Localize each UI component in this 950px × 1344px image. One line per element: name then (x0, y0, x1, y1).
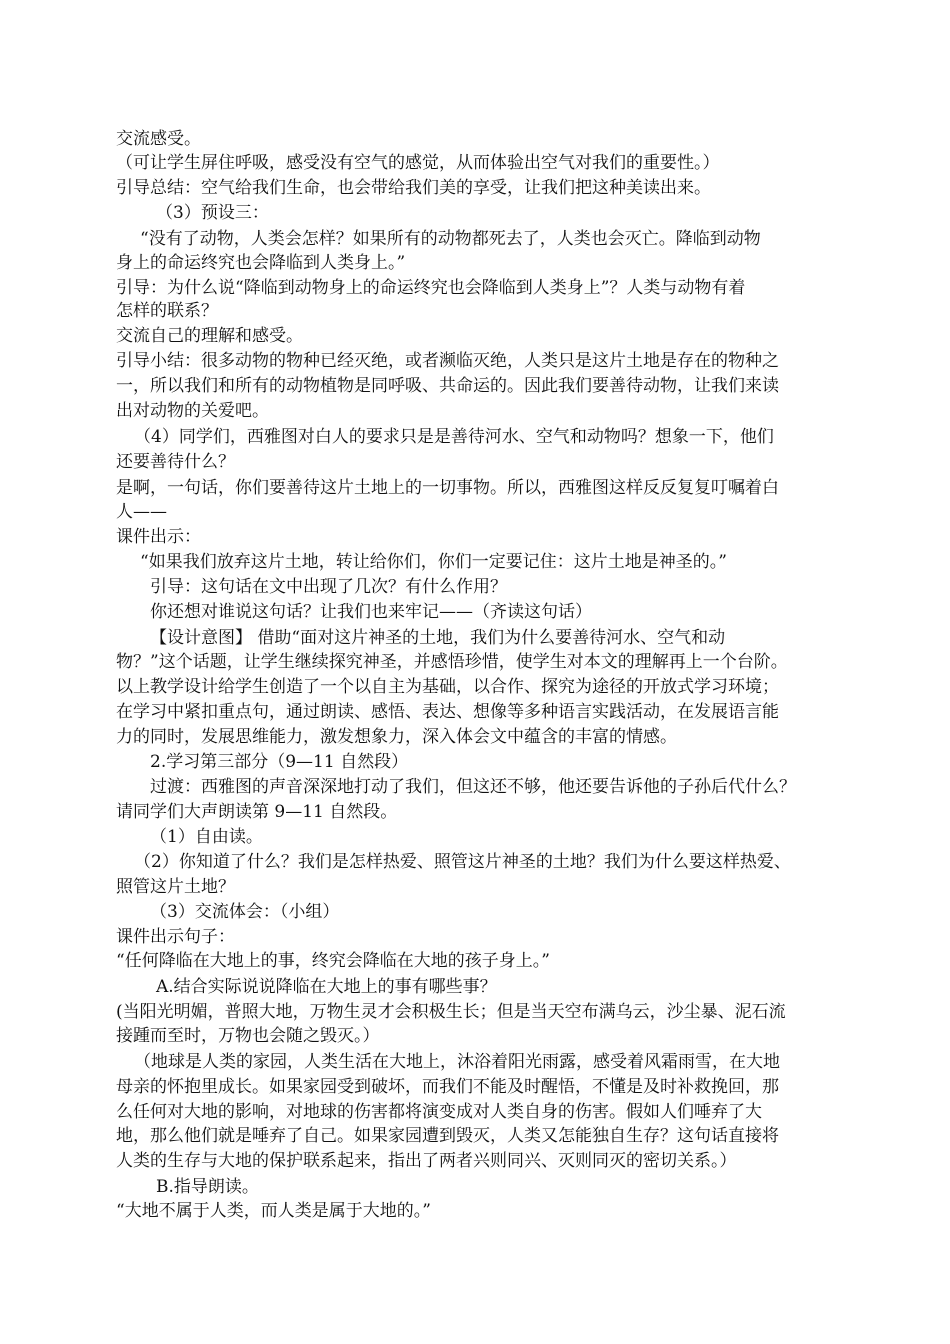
text-line: （1）自由读。 (150, 827, 263, 847)
text-line: 力的同时，发展思维能力，激发想象力，深入体会文中蕴含的丰富的情感。 (116, 727, 677, 747)
text-line: 人类的生存与大地的保护联系起来，指出了两者兴则同兴、灭则同灭的密切关系。） (116, 1151, 737, 1171)
text-line: “如果我们放弃这片土地，转让给你们，你们一定要记住：这片土地是神圣的。” (140, 552, 727, 572)
text-line: 身上的命运终究也会降临到人类身上。” (116, 253, 406, 273)
text-line: 还要善待什么？ (116, 452, 235, 472)
text-line: B.指导朗读。 (156, 1177, 259, 1197)
text-line: （3）交流体会：（小组） (150, 902, 340, 922)
text-line: 请同学们大声朗读第 9—11 自然段。 (116, 802, 398, 822)
text-line: 怎样的联系？ (116, 301, 218, 321)
text-line: （2）你知道了什么？我们是怎样热爱、照管这片神圣的土地？我们为什么要这样热爱、 (134, 852, 791, 872)
text-line: (当阳光明媚，普照大地，万物生灵才会积极生长；但是当天空布满乌云，沙尘暴、泥石流 (116, 1002, 786, 1022)
text-line: 交流自己的理解和感受。 (116, 326, 303, 346)
text-line: 是啊，一句话，你们要善待这片土地上的一切事物。所以，西雅图这样反反复复叮嘱着白 (116, 478, 779, 498)
text-line: 【设计意图】 借助“面对这片神圣的土地，我们为什么要善待河水、空气和动 (150, 628, 726, 648)
text-line: “任何降临在大地上的事，终究会降临在大地的孩子身上。” (116, 951, 550, 971)
text-line: 物？”这个话题，让学生继续探究神圣，并感悟珍惜，使学生对本文的理解再上一个台阶。 (116, 652, 788, 672)
text-line: （4）同学们，西雅图对白人的要求只是是善待河水、空气和动物吗？想象一下，他们 (134, 427, 774, 447)
text-line: 在学习中紧扣重点句，通过朗读、感悟、表达、想像等多种语言实践活动，在发展语言能 (116, 702, 779, 722)
text-line: 引导总结：空气给我们生命，也会带给我们美的享受，让我们把这种美读出来。 (116, 178, 711, 198)
text-line: 一，所以我们和所有的动物植物是同呼吸、共命运的。因此我们要善待动物，让我们来读 (116, 376, 779, 396)
text-line: （可让学生屏住呼吸，感受没有空气的感觉，从而体验出空气对我们的重要性。） (116, 153, 720, 173)
text-line: 引导小结：很多动物的物种已经灭绝，或者濒临灭绝，人类只是这片土地是存在的物种之 (116, 351, 779, 371)
text-line: 引导：为什么说“降临到动物身上的命运终究也会降临到人类身上”？人类与动物有着 (116, 278, 746, 298)
text-line: （地球是人类的家园，人类生活在大地上，沐浴着阳光雨露，感受着风霜雨雪，在大地 (134, 1052, 780, 1072)
text-line: 地，那么他们就是唾弃了自己。如果家园遭到毁灭，人类又怎能独自生存？这句话直接将 (116, 1126, 779, 1146)
text-line: 以上教学设计给学生创造了一个以自主为基础，以合作、探究为途径的开放式学习环境； (116, 677, 779, 697)
text-line: 出对动物的关爱吧。 (116, 401, 269, 421)
text-line: A.结合实际说说降临在大地上的事有哪些事？ (156, 977, 497, 997)
text-line: 2.学习第三部分（9—11 自然段） (150, 752, 409, 772)
text-line: 过渡：西雅图的声音深深地打动了我们，但这还不够，他还要告诉他的子孙后代什么？ (150, 777, 796, 797)
text-line: 么任何对大地的影响，对地球的伤害都将演变成对人类自身的伤害。假如人们唾弃了大 (116, 1102, 762, 1122)
text-line: （3）预设三： (156, 203, 269, 223)
text-line: “没有了动物，人类会怎样？如果所有的动物都死去了，人类也会灭亡。降临到动物 (140, 229, 761, 249)
text-line: 照管这片土地？ (116, 877, 235, 897)
text-line: 人—— (116, 502, 167, 522)
text-line: “大地不属于人类，而人类是属于大地的。” (116, 1201, 431, 1221)
text-line: 母亲的怀抱里成长。如果家园受到破坏，而我们不能及时醒悟，不懂是及时补救挽回，那 (116, 1077, 779, 1097)
text-line: 你还想对谁说这句话？让我们也来牢记——（齐读这句话） (150, 602, 592, 622)
text-line: 课件出示： (116, 527, 201, 547)
text-line: 接踵而至时，万物也会随之毁灭。） (116, 1026, 380, 1046)
text-line: 引导：这句话在文中出现了几次？有什么作用？ (150, 577, 507, 597)
text-line: 交流感受。 (116, 129, 201, 149)
text-line: 课件出示句子： (116, 927, 235, 947)
